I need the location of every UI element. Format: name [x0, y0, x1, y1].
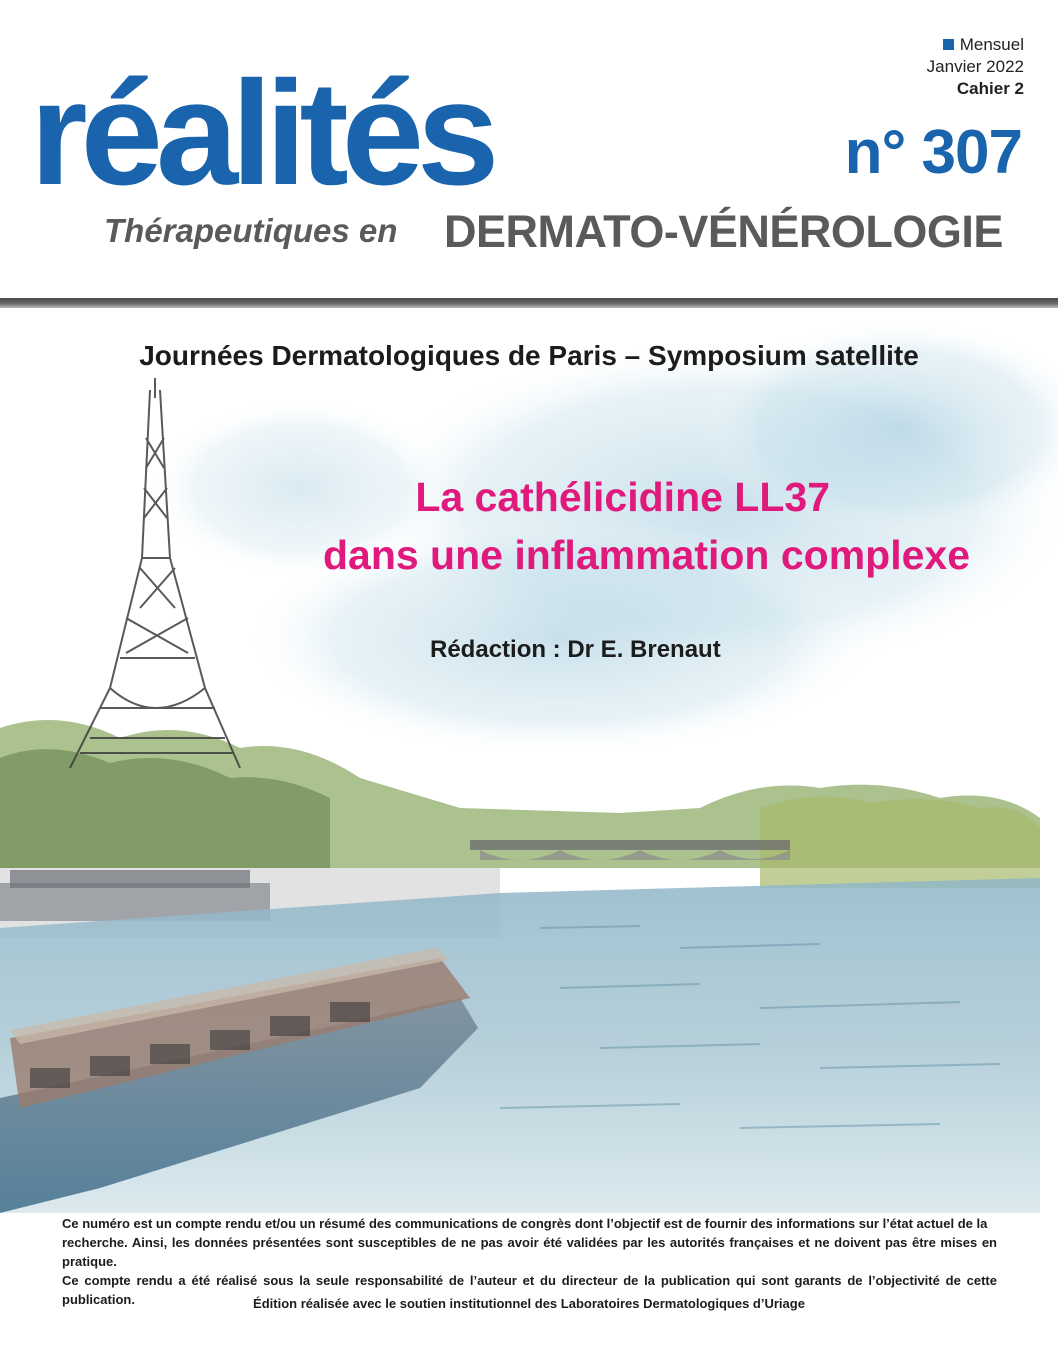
- journal-logo: réalités: [30, 51, 493, 216]
- masthead-divider: [0, 298, 1058, 308]
- blue-square-icon: [943, 39, 954, 50]
- disclaimer: [62, 1214, 997, 1309]
- journal-subtitle: [104, 206, 1024, 266]
- sponsor-note: Édition réalisée avec le soutien institutionnel des Laboratoires Dermatologiques d’Uriage: [253, 1296, 805, 1311]
- disclaimer-line: Ce compte rendu a été réalisé sous la seule responsabilité de l’auteur et du directeur de la publication qui sont garants de l’objectivité de cette publication.: [62, 1273, 997, 1307]
- event-heading: Journées Dermatologiques de Paris – Symposium satellite: [139, 340, 919, 371]
- paris-watercolor-illustration: [0, 308, 1058, 1213]
- issue-meta: [927, 34, 1024, 100]
- frequency-label: Mensuel: [959, 35, 1024, 54]
- disclaimer-line: Ce numéro est un compte rendu et/ou un résumé des communications de congrès dont l’objectif est de fournir des informations sur l’état actuel de la: [62, 1216, 988, 1231]
- right-bank-trees: [760, 797, 1040, 888]
- moored-boat-cabin: [10, 870, 250, 888]
- cahier-label: Cahier 2: [956, 79, 1024, 98]
- title-line-2: dans une inflammation complexe: [322, 532, 970, 578]
- bridge-deck: [470, 840, 790, 850]
- issue-number: n° 307: [844, 118, 1022, 187]
- author-credit: Rédaction : Dr E. Brenaut: [430, 636, 721, 663]
- subtitle-italic: Thérapeutiques en: [104, 212, 398, 249]
- title-line-1: La cathélicidine LL37: [415, 474, 830, 520]
- subtitle-specialty: DERMATO-VÉNÉROLOGIE: [444, 206, 1003, 257]
- issue-date: Janvier 2022: [926, 57, 1024, 76]
- disclaimer-line: recherche. Ainsi, les données présentées sont susceptibles de ne pas avoir été validées par les autorités françaises et ne doivent pas être mises en pratique.: [62, 1235, 997, 1269]
- article-title: [323, 468, 970, 584]
- frequency-line: [927, 34, 1024, 56]
